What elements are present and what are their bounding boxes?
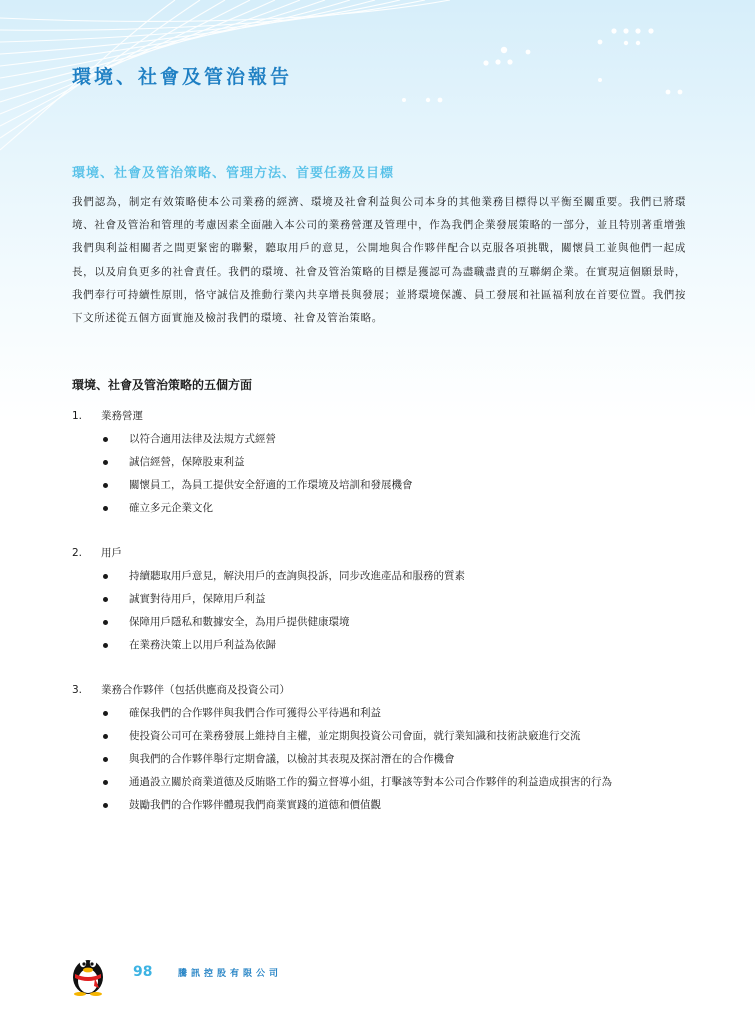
bullet-text: 確保我們的合作夥伴與我們合作可獲得公平待遇和利益: [129, 707, 381, 719]
bullet-dot: [103, 757, 108, 762]
list-item: [72, 634, 692, 657]
bullet-dot: [103, 780, 108, 785]
list-item: [72, 451, 692, 474]
list-item: [72, 748, 692, 771]
bullet-text: 使投資公司可在業務發展上維持自主權，並定期與投資公司會面，就行業知識和技術訣竅進行交流: [129, 730, 581, 742]
bullet-text: 以符合適用法律及法規方式經營: [129, 433, 276, 445]
aspect-label: 業務營運: [101, 410, 143, 422]
bullet-dot: [103, 597, 108, 602]
aspect-header: [72, 679, 692, 702]
list-item: [72, 428, 692, 451]
aspect-users: [72, 542, 692, 657]
bullet-dot: [103, 734, 108, 739]
bullet-text: 關懷員工，為員工提供安全舒適的工作環境及培訓和發展機會: [129, 479, 413, 491]
bullet-text: 誠信經營，保障股東利益: [129, 456, 245, 468]
section-subtitle: 環境、社會及管治策略、管理方法、首要任務及目標: [72, 166, 395, 181]
bullet-text: 鼓勵我們的合作夥伴體現我們商業實踐的道德和價值觀: [129, 799, 381, 811]
list-item: [72, 588, 692, 611]
company-name: 騰訊控股有限公司: [178, 969, 283, 979]
bullet-dot: [103, 483, 108, 488]
bullet-dot: [103, 803, 108, 808]
bullet-text: 持續聽取用戶意見，解決用戶的查詢與投訴，同步改進產品和服務的質素: [129, 570, 465, 582]
bullet-dot: [103, 437, 108, 442]
bullet-dot: [103, 711, 108, 716]
bullet-dot: [103, 506, 108, 511]
aspect-label: 用戶: [101, 547, 122, 559]
bullet-text: 與我們的合作夥伴舉行定期會議，以檢討其表現及探討潛在的合作機會: [129, 753, 455, 765]
bullet-dot: [103, 620, 108, 625]
bullet-dot: [103, 460, 108, 465]
aspect-number: 2.: [72, 547, 83, 559]
aspect-number: 3.: [72, 684, 83, 696]
aspect-header: [72, 542, 692, 565]
list-item: [72, 497, 692, 520]
bullet-text: 通過設立關於商業道德及反賄賂工作的獨立督導小組，打擊該等對本公司合作夥伴的利益造成損害的行為: [129, 776, 612, 788]
aspect-label: 業務合作夥伴（包括供應商及投資公司）: [101, 684, 290, 696]
list-item: [72, 771, 692, 794]
bullet-text: 在業務決策上以用戶利益為依歸: [129, 639, 276, 651]
strategy-paragraph: 我們認為，制定有效策略使本公司業務的經濟、環境及社會利益與公司本身的其他業務目標得以平衡至關重要。我們已將環境、社會及管治和管理的考慮因素全面融入本公司的業務營運及管理中，作為我們企業發展策略的一部分，並且特別著重增強我們與利益相關者之間更緊密的聯繫，聽取用戶的意見，公開地與合作夥伴配合以克服各項挑戰，關懷員工並與他們一起成長，以及肩負更多的社會責任。我們的環境、社會及管治策略的目標是獲認可為盡職盡責的互聯網企業。在實現這個願景時，我們奉行可持續性原則，恪守誠信及推動行業內共享增長與發展；並將環境保護、員工發展和社區福利放在首要位置。我們按下文所述從五個方面實施及檢討我們的環境、社會及管治策略。: [72, 196, 686, 325]
list-item: [72, 611, 692, 634]
five-aspects-heading: 環境、社會及管治策略的五個方面: [72, 378, 253, 392]
bullet-dot: [103, 643, 108, 648]
list-item: [72, 794, 692, 817]
list-item: [72, 474, 692, 497]
page-title: 環境、社會及管治報告: [72, 66, 293, 88]
bullet-dot: [103, 574, 108, 579]
aspect-header: [72, 405, 692, 428]
penguin-mascot-icon: [68, 950, 108, 996]
list-item: [72, 725, 692, 748]
aspect-business-operations: [72, 405, 692, 520]
bullet-text: 保障用戶隱私和數據安全，為用戶提供健康環境: [129, 616, 350, 628]
aspect-business-partners: [72, 679, 692, 817]
bullet-text: 誠實對待用戶，保障用戶利益: [129, 593, 266, 605]
bullet-text: 確立多元企業文化: [129, 502, 213, 514]
page-number: 98: [133, 964, 153, 980]
list-item: [72, 702, 692, 725]
aspect-number: 1.: [72, 410, 83, 422]
list-item: [72, 565, 692, 588]
